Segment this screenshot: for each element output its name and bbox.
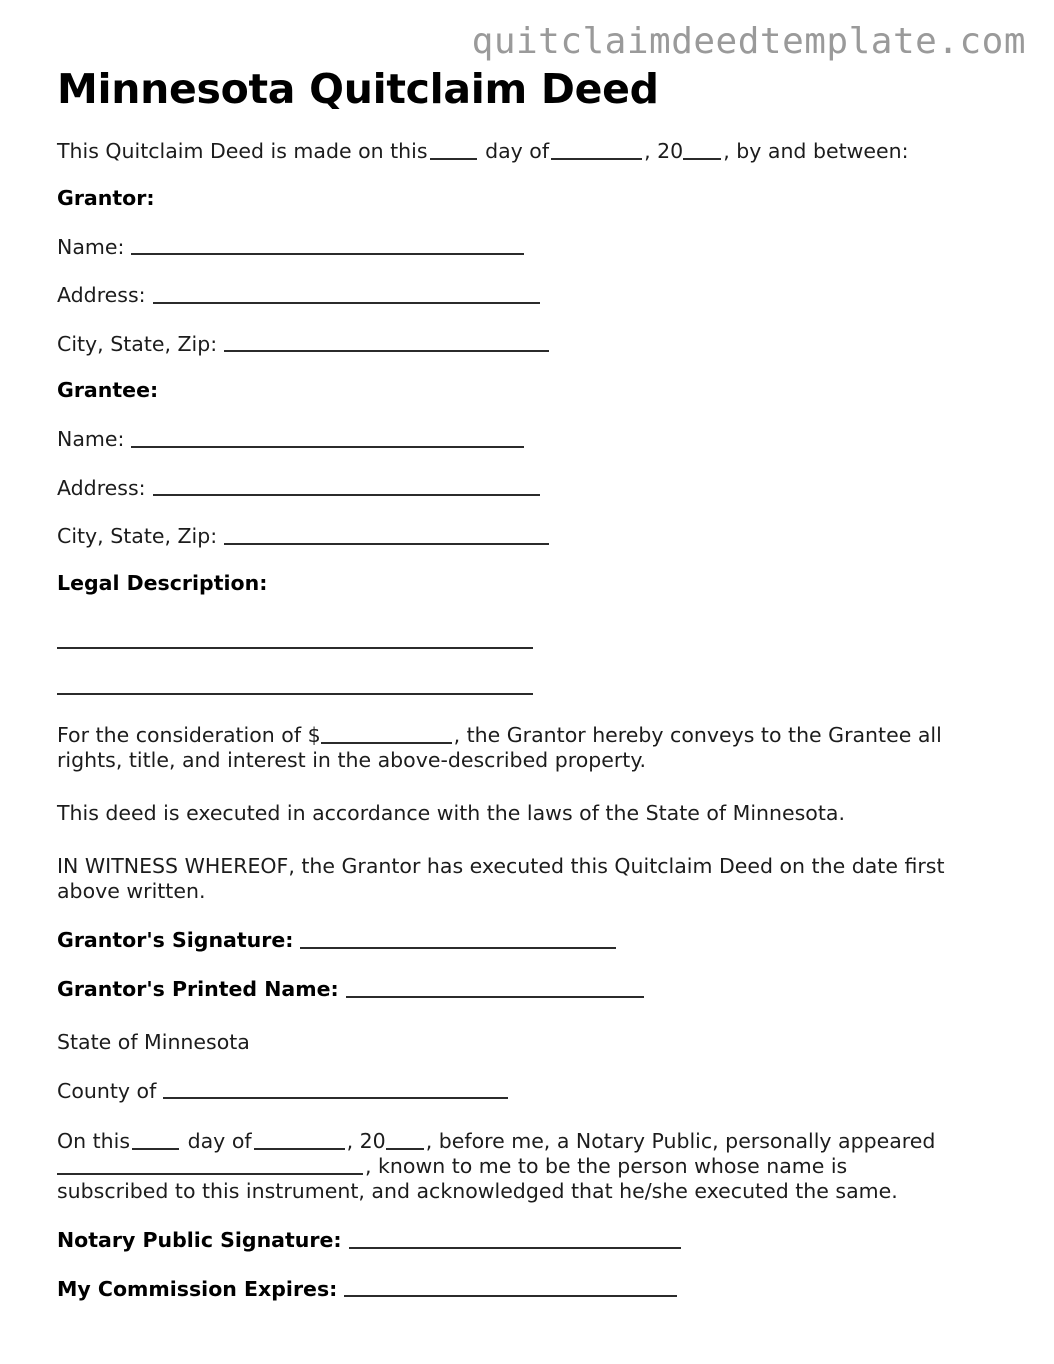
intro-text-part1: This Quitclaim Deed is made on this [57,139,428,164]
state-line: State of Minnesota [57,1029,250,1054]
deed-document-body [57,0,957,1301]
grantor-address-label: Address: [57,283,146,308]
intro-year-blank[interactable] [683,158,721,160]
notary-day-blank[interactable] [132,1148,179,1150]
grantor-signature-row [57,904,957,953]
intro-text-part3: , 20 [644,139,684,164]
grantee-address-input[interactable] [153,494,540,496]
intro-month-blank[interactable] [551,158,642,160]
grantor-name-label: Name: [57,234,125,259]
grantor-citystatezip-input[interactable] [224,350,549,352]
grantor-citystatezip-label: City, State, Zip: [57,331,218,356]
grantor-citystatezip-row [57,308,957,357]
grantor-signature-input[interactable] [300,947,616,949]
grantee-address-label: Address: [57,475,146,500]
witness-clause-paragraph: IN WITNESS WHEREOF, the Grantor has executed this Quitclaim Deed on the date first above written. [57,854,945,904]
county-row [57,1055,957,1104]
grantor-address-row [57,259,957,308]
notary-text-part5: , known to me to be the person whose name is subscribed to this instrument, and acknowledged that he/she executed the same. [57,1154,898,1204]
commission-expires-row [57,1253,957,1302]
commission-expires-label: My Commission Expires: [57,1276,338,1301]
notary-appeared-name-blank[interactable] [57,1173,363,1175]
grantee-heading: Grantee: [57,378,159,403]
notary-text-part4: , before me, a Notary Public, personally appeared [425,1129,936,1154]
grantee-name-label: Name: [57,427,125,452]
grantor-printed-name-label: Grantor's Printed Name: [57,976,339,1001]
notary-signature-label: Notary Public Signature: [57,1228,342,1253]
notary-signature-row [57,1204,957,1253]
legal-description-line-1[interactable] [57,647,533,649]
grantee-name-row [57,403,957,452]
notary-month-blank[interactable] [254,1148,345,1150]
notary-text-part2: day of [187,1129,252,1154]
intro-day-blank[interactable] [430,158,477,160]
page-title: Minnesota Quitclaim Deed [57,65,659,113]
grantee-citystatezip-row [57,500,957,549]
governing-law-paragraph: This deed is executed in accordance with the laws of the State of Minnesota. [57,801,845,826]
grantee-name-input[interactable] [131,446,524,448]
site-watermark: quitclaimdeedtemplate.com [471,21,1026,62]
consideration-text-part1: For the consideration of $ [57,723,321,748]
county-label: County of [57,1078,157,1103]
county-input[interactable] [163,1097,508,1099]
intro-paragraph [57,111,947,164]
notary-signature-input[interactable] [349,1247,681,1249]
intro-text-part4: , by and between: [723,139,909,164]
grantor-name-input[interactable] [131,253,524,255]
consideration-paragraph [57,695,947,773]
intro-text-part2: day of [485,139,550,164]
legal-description-heading: Legal Description: [57,570,268,595]
grantor-signature-label: Grantor's Signature: [57,928,294,953]
grantee-citystatezip-input[interactable] [224,543,549,545]
grantee-address-row [57,452,957,501]
grantor-heading: Grantor: [57,186,155,211]
consideration-amount-blank[interactable] [321,742,452,744]
notary-year-blank[interactable] [386,1148,424,1150]
notary-text-part3: , 20 [346,1129,386,1154]
grantor-printed-name-row [57,953,957,1002]
notary-paragraph [57,1103,957,1204]
grantor-address-input[interactable] [153,302,540,304]
grantor-name-row [57,211,957,260]
notary-text-part1: On this [57,1129,131,1154]
grantee-citystatezip-label: City, State, Zip: [57,524,218,549]
grantor-printed-name-input[interactable] [346,996,644,998]
commission-expires-input[interactable] [344,1295,677,1297]
consideration-text-part2: , the Grantor hereby conveys to the Grantee all rights, title, and interest in the above-described property. [57,723,942,773]
